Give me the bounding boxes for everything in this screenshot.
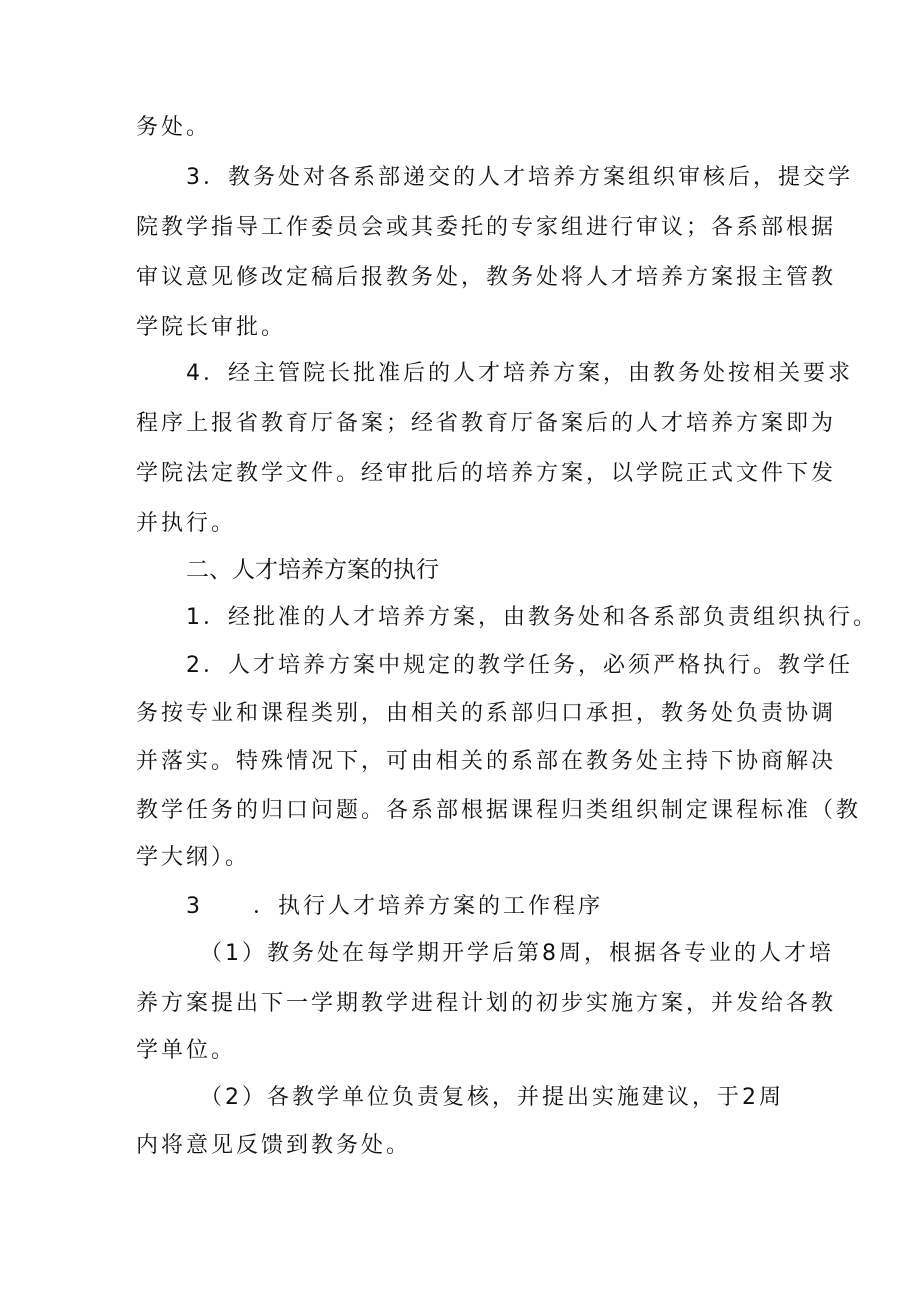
body-line: 程序上报省教育厅备案；经省教育厅备案后的人才培养方案即为 xyxy=(136,411,837,436)
body-line: （1）教务处在每学期开学后第8周，根据各专业的人才培 xyxy=(200,941,834,966)
body-line: 教学任务的归口问题。各系部根据课程归类组织制定课程标准（教 xyxy=(136,798,862,823)
body-line: 4．经主管院长批准后的人才培养方案，由教务处按相关要求 xyxy=(186,361,853,386)
body-line: 学院法定教学文件。经审批后的培养方案，以学院正式文件下发 xyxy=(136,461,837,486)
body-line: 务按专业和课程类别，由相关的系部归口承担，教务处负责协调 xyxy=(136,701,837,726)
body-line: 学单位。 xyxy=(136,1038,237,1063)
body-line: 2．人才培养方案中规定的教学任务，必须严格执行。教学任 xyxy=(186,653,853,678)
body-line: 3 ．执行人才培养方案的工作程序 xyxy=(186,894,603,919)
section-heading: 二、人才培养方案的执行 xyxy=(186,557,439,583)
body-line: 审议意见修改定稿后报教务处，教务处将人才培养方案报主管教 xyxy=(136,265,837,290)
body-line: 并执行。 xyxy=(136,511,237,536)
body-line: 学大纲）。 xyxy=(136,845,251,870)
body-line: 院教学指导工作委员会或其委托的专家组进行审议；各系部根据 xyxy=(136,215,837,240)
body-line: 3．教务处对各系部递交的人才培养方案组织审核后，提交学 xyxy=(186,165,853,190)
body-line: 并落实。特殊情况下，可由相关的系部在教务处主持下协商解决 xyxy=(136,749,837,774)
body-line: 1．经批准的人才培养方案，由教务处和各系部负责组织执行。 xyxy=(186,605,878,630)
body-line: （2）各教学单位负责复核，并提出实施建议，于2周 xyxy=(200,1085,784,1110)
body-line: 内将意见反馈到教务处。 xyxy=(136,1133,412,1158)
body-line: 养方案提出下一学期教学进程计划的初步实施方案，并发给各教 xyxy=(136,991,837,1016)
body-line: 学院长审批。 xyxy=(136,315,287,340)
body-line: 务处。 xyxy=(136,115,212,140)
